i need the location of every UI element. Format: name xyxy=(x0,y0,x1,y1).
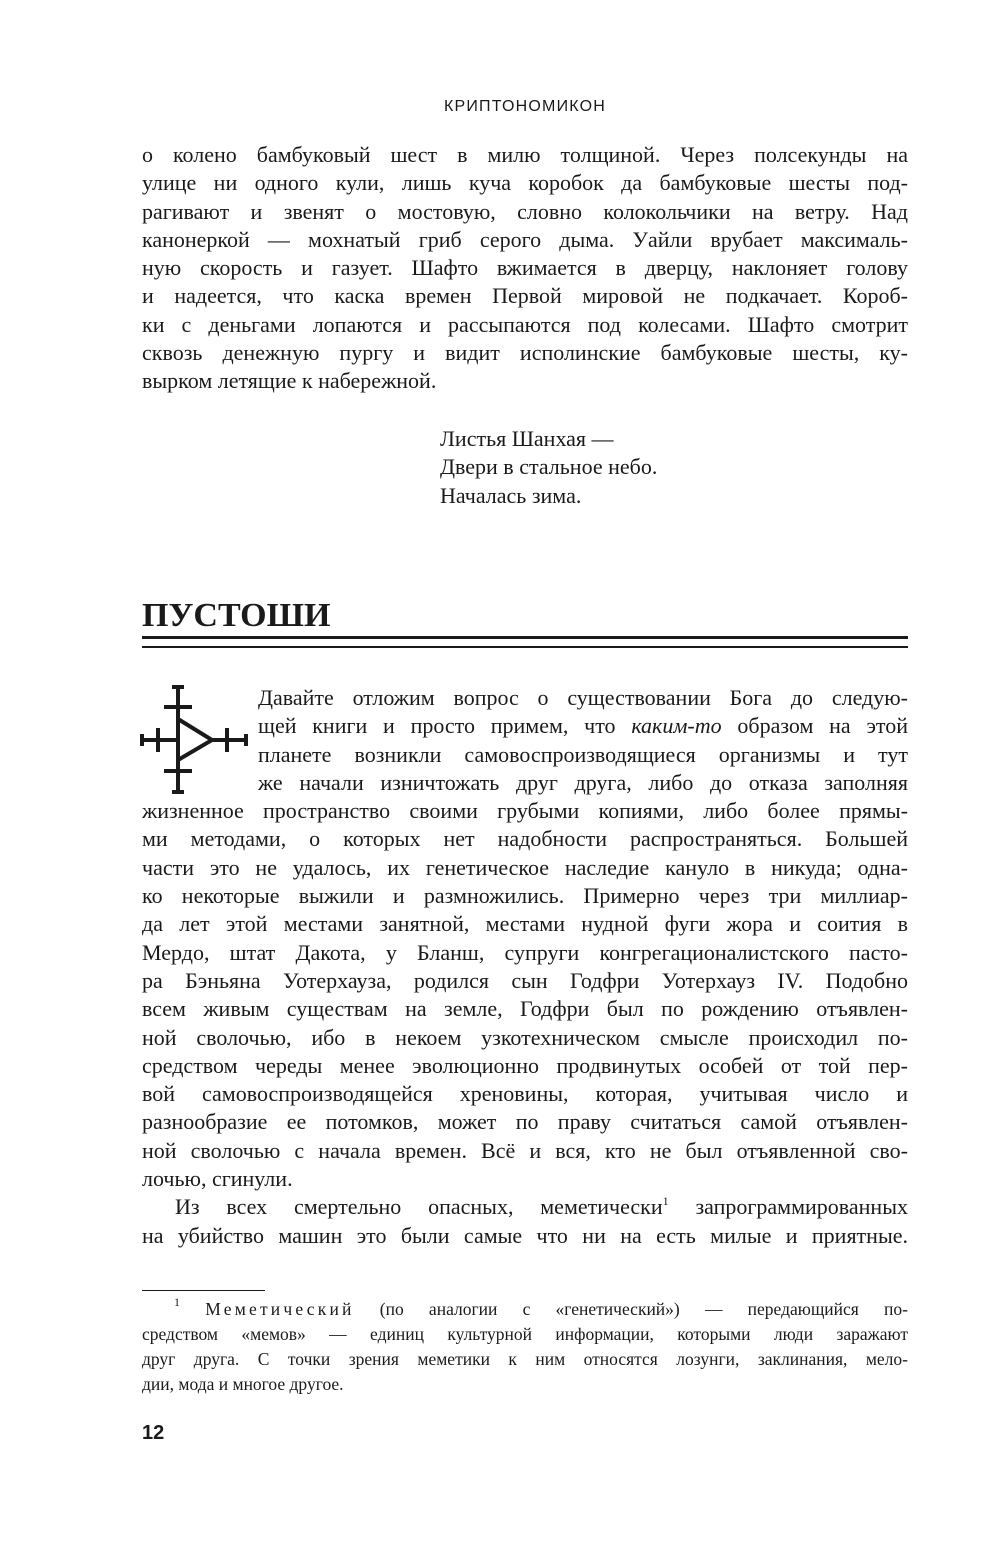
text-line: и надеется, что каска времен Первой мировой не подкачает. Короб- xyxy=(142,283,908,309)
text-segment: щей книги и просто примем, что xyxy=(258,713,632,739)
footnote-term: Меметический xyxy=(205,1299,355,1319)
footnote-divider xyxy=(142,1290,265,1291)
text-segment: (по аналогии с «генетический») — передающийся по- xyxy=(354,1299,909,1319)
text-segment: запрограммированных xyxy=(668,1194,908,1220)
footnote-reference[interactable]: 1 xyxy=(662,1194,669,1209)
text-line: разнообразие ее потомков, может по праву считаться самой отъявлен- xyxy=(142,1109,908,1135)
text-line: о колено бамбуковый шест в милю толщиной. Через полсекунды на xyxy=(142,142,908,167)
text-line: же начали изничтожать друг друга, либо до отказа заполняя xyxy=(258,769,908,795)
text-line: лочью, сгинули. xyxy=(142,1166,293,1192)
italic-emphasis: каким-то xyxy=(631,713,722,739)
heading-rule-thin xyxy=(142,646,908,648)
footnote-line xyxy=(142,1297,908,1322)
text-line: вой самовоспроизводящейся хреновины, которая, учитывая число и xyxy=(142,1081,908,1107)
footnote-line: друг друга. С точки зрения меметики к ним относятся лозунги, заклинания, мело- xyxy=(142,1349,908,1369)
section1-text xyxy=(142,141,908,396)
running-head: КРИПТОНОМИКОН xyxy=(443,98,607,115)
text-line: сквозь денежную пургу и видит исполинские бамбуковые шесты, ку- xyxy=(142,340,908,366)
text-line: ки с деньгами лопаются и рассыпаются под колесами. Шафто смотрит xyxy=(142,311,908,337)
text-line: Давайте отложим вопрос о существовании Бога до следую- xyxy=(258,685,908,710)
paragraph-1 xyxy=(142,684,908,1250)
footnote xyxy=(142,1297,908,1397)
text-segment: Из всех смертельно опасных, меметически xyxy=(175,1194,663,1220)
poem-line: Листья Шанхая — xyxy=(440,426,614,451)
text-line: планете возникли самовоспроизводящиеся организмы и тут xyxy=(258,741,908,767)
text-line: на убийство машин это были самые что ни на есть милые и приятные. xyxy=(142,1222,908,1248)
footnote-line: дии, мода и многое другое. xyxy=(142,1374,344,1394)
poem-line: Двери в стальное небо. xyxy=(440,454,658,480)
text-line: ра Бэньяна Уотерхауза, родился сын Годфри Уотерхауз IV. Подобно xyxy=(142,967,908,993)
footnote-marker: 1 xyxy=(174,1295,180,1309)
text-line: жизненное пространство своими грубыми копиями, либо более прямы- xyxy=(142,798,908,824)
poem-line: Началась зима. xyxy=(440,482,582,508)
text-line: рагивают и звенят о мостовую, словно колокольчики на ветру. Над xyxy=(142,198,908,224)
text-line: ную скорость и газует. Шафто вжимается в дверцу, наклоняет голову xyxy=(142,255,908,281)
chapter-heading: ПУСТОШИ xyxy=(142,597,331,634)
text-line: части это не удалось, их генетическое наследие кануло в никуда; одна- xyxy=(142,854,908,880)
text-line: канонеркой — мохнатый гриб серого дыма. Уайли врубает максималь- xyxy=(142,226,908,252)
text-line: ной сволочью с начала времен. Всё и вся, кто не был отъявленной сво- xyxy=(142,1137,908,1163)
text-line: всем живым существам на земле, Годфри был по рождению отъявлен- xyxy=(142,996,908,1022)
text-line: да лет этой местами занятной, местами нудной фуги жора и соития в xyxy=(142,911,908,937)
text-line: вырком летящие к набережной. xyxy=(142,368,437,394)
text-line: средством череды менее эволюционно продвинутых особей от той пер- xyxy=(142,1052,908,1078)
text-line xyxy=(258,712,908,740)
text-line: улице ни одного кули, лишь куча коробок да бамбуковые шесты под- xyxy=(142,170,908,196)
text-line: ко некоторые выжили и размножились. Примерно через три миллиар- xyxy=(142,883,908,909)
text-segment: образом на этой xyxy=(721,713,908,739)
footnote-line: средством «мемов» — единиц культурной информации, которыми люди заражают xyxy=(142,1324,908,1344)
page-number: 12 xyxy=(142,1422,165,1444)
text-line: ной сволочью, ибо в некоем узкотехническом смысле происходил по- xyxy=(142,1024,908,1050)
text-line: ми методами, о которых нет надобности распространяться. Большей xyxy=(142,826,908,852)
heading-rule-thick xyxy=(142,636,908,639)
text-line xyxy=(142,1193,908,1221)
haiku xyxy=(440,425,657,510)
text-line: Мердо, штат Дакота, у Бланш, супруги конгрегационалистского пасто- xyxy=(142,939,908,965)
